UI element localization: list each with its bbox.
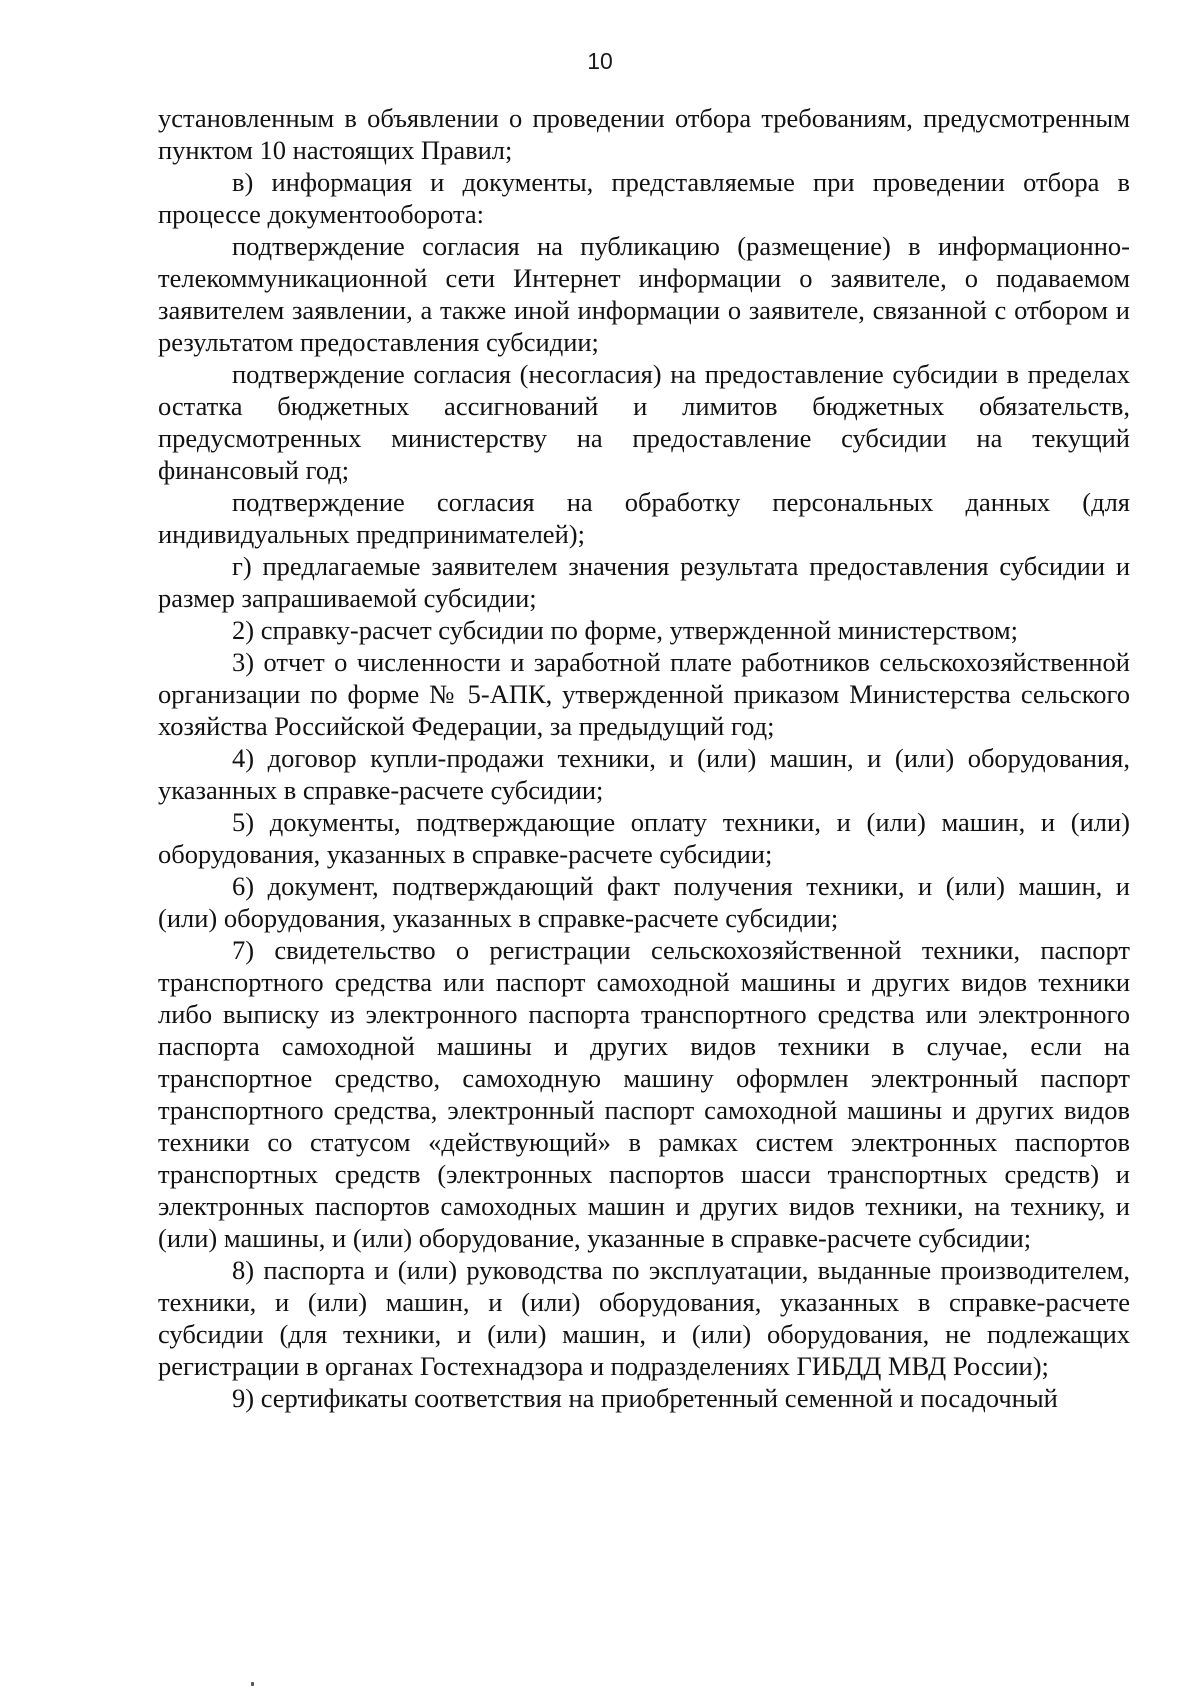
scan-speck bbox=[251, 1682, 254, 1686]
paragraph: 2) справку-расчет субсидии по форме, утвержденной министерством; bbox=[232, 615, 1018, 645]
paragraph: 3) отчет о численности и заработной плате работников сельскохозяйственной организации по форме № 5-АПК, утвержденной приказом Министерства сельского хозяйства Российской Федерации, за предыдущий год; bbox=[158, 647, 1130, 741]
paragraph: подтверждение согласия на публикацию (размещение) в информационно-телекоммуникационной сети Интернет информации о заявителе, о подаваемом заявителем заявлении, а также иной информации о заявителе, связанной с отбором и результатом предоставления субсидии; bbox=[158, 231, 1130, 357]
paragraph: 6) документ, подтверждающий факт получения техники, и (или) машин, и (или) оборудования, указанных в справке-расчете субсидии; bbox=[158, 871, 1130, 933]
paragraph: 5) документы, подтверждающие оплату техники, и (или) машин, и (или) оборудования, указанных в справке-расчете субсидии; bbox=[158, 807, 1130, 869]
paragraph: 4) договор купли-продажи техники, и (или) машин, и (или) оборудования, указанных в справке-расчете субсидии; bbox=[158, 743, 1130, 805]
document-body bbox=[158, 102, 1130, 1414]
paragraph: установленным в объявлении о проведении отбора требованиям, предусмотренным пунктом 10 настоящих Правил; bbox=[158, 103, 1130, 165]
paragraph: в) информация и документы, представляемые при проведении отбора в процессе документооборота: bbox=[158, 167, 1130, 229]
paragraph: 7) свидетельство о регистрации сельскохозяйственной техники, паспорт транспортного средства или паспорт самоходной машины и других видов техники либо выписку из электронного паспорта транспортного средства или электронного паспорта самоходной машины и других видов техники в случае, если на транспортное средство, самоходную машину оформлен электронный паспорт транспортного средства, электронный паспорт самоходной машины и других видов техники со статусом «действующий» в рамках систем электронных паспортов транспортных средств (электронных паспортов шасси транспортных средств) и электронных паспортов самоходных машин и других видов техники, на технику, и (или) машины, и (или) оборудование, указанные в справке-расчете субсидии; bbox=[158, 935, 1130, 1253]
paragraph: 9) сертификаты соответствия на приобретенный семенной и посадочный bbox=[232, 1383, 1058, 1413]
paragraph: г) предлагаемые заявителем значения результата предоставления субсидии и размер запрашиваемой субсидии; bbox=[158, 551, 1130, 613]
paragraph: подтверждение согласия на обработку персональных данных (для индивидуальных предпринимателей); bbox=[158, 487, 1130, 549]
paragraph: подтверждение согласия (несогласия) на предоставление субсидии в пределах остатка бюджетных ассигнований и лимитов бюджетных обязательств, предусмотренных министерству на предоставление субсидии на текущий финансовый год; bbox=[158, 359, 1130, 485]
paragraph: 8) паспорта и (или) руководства по эксплуатации, выданные производителем, техники, и (или) машин, и (или) оборудования, указанных в справке-расчете субсидии (для техники, и (или) машин, и (или) оборудования, не подлежащих регистрации в органах Гостехнадзора и подразделениях ГИБДД МВД России); bbox=[158, 1255, 1130, 1381]
page-number: 10 bbox=[587, 48, 613, 74]
